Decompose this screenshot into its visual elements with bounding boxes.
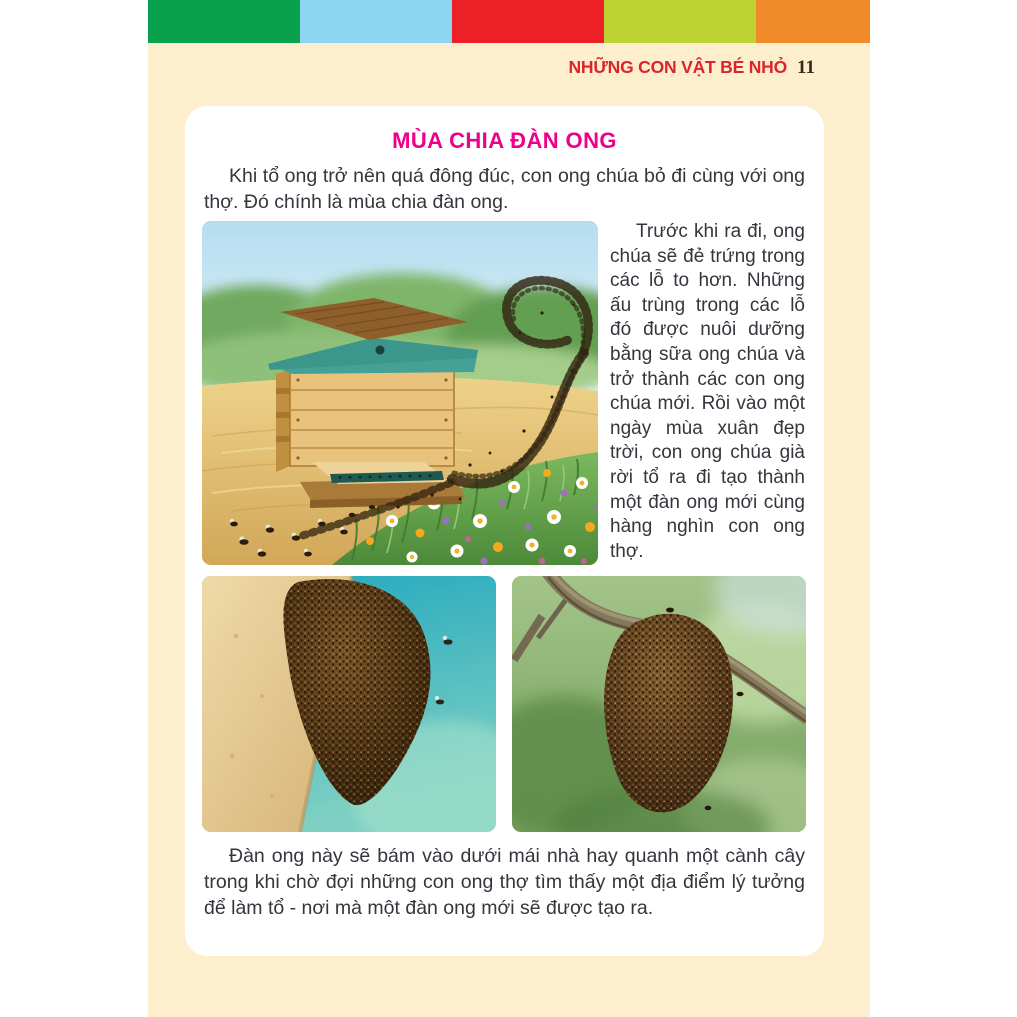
- side-column-text: Trước khi ra đi, ong chúa sẽ đẻ trứng trong các lỗ to hơn. Những ấu trùng trong các lỗ đó được nuôi dưỡng bằng sữa ong chúa và trở thành các con ong chúa mới. Rồi vào một ngày mùa xuân đẹp trời, con ong chúa già rời tổ ra đi tạo thành một đàn ong mới cùng hàng nghìn con ong thợ.: [610, 221, 805, 562]
- article-title: MÙA CHIA ĐÀN ONG: [392, 128, 617, 153]
- top-bar-segment-yellow-green: [604, 0, 756, 43]
- top-bar-segment-orange: [756, 0, 870, 43]
- bee-swarm-on-branch-photo: [512, 576, 806, 832]
- top-bar-segment-green: [148, 0, 300, 43]
- intro-paragraph: Khi tổ ong trở nên quá đông đúc, con ong chúa bỏ đi cùng với ong thợ. Đó chính là mùa chia đàn ong.: [204, 165, 805, 213]
- content-card: [185, 106, 824, 956]
- beehive-swarm-illustration: [202, 221, 598, 565]
- closing-paragraph: Đàn ong này sẽ bám vào dưới mái nhà hay quanh một cành cây trong khi chờ đợi những con ong thợ tìm thấy một địa điểm lý tưởng để làm tổ - nơi mà một đàn ong mới sẽ được tạo ra.: [204, 845, 805, 919]
- top-bar-segment-red: [452, 0, 604, 43]
- page-paper: [148, 43, 870, 1017]
- series-title: NHỮNG CON VẬT BÉ NHỎ: [568, 57, 788, 77]
- running-head: [568, 57, 815, 79]
- top-bar-segment-light-blue: [300, 0, 452, 43]
- page-number: 11: [797, 57, 815, 78]
- bee-swarm-on-wall-photo: [202, 576, 496, 832]
